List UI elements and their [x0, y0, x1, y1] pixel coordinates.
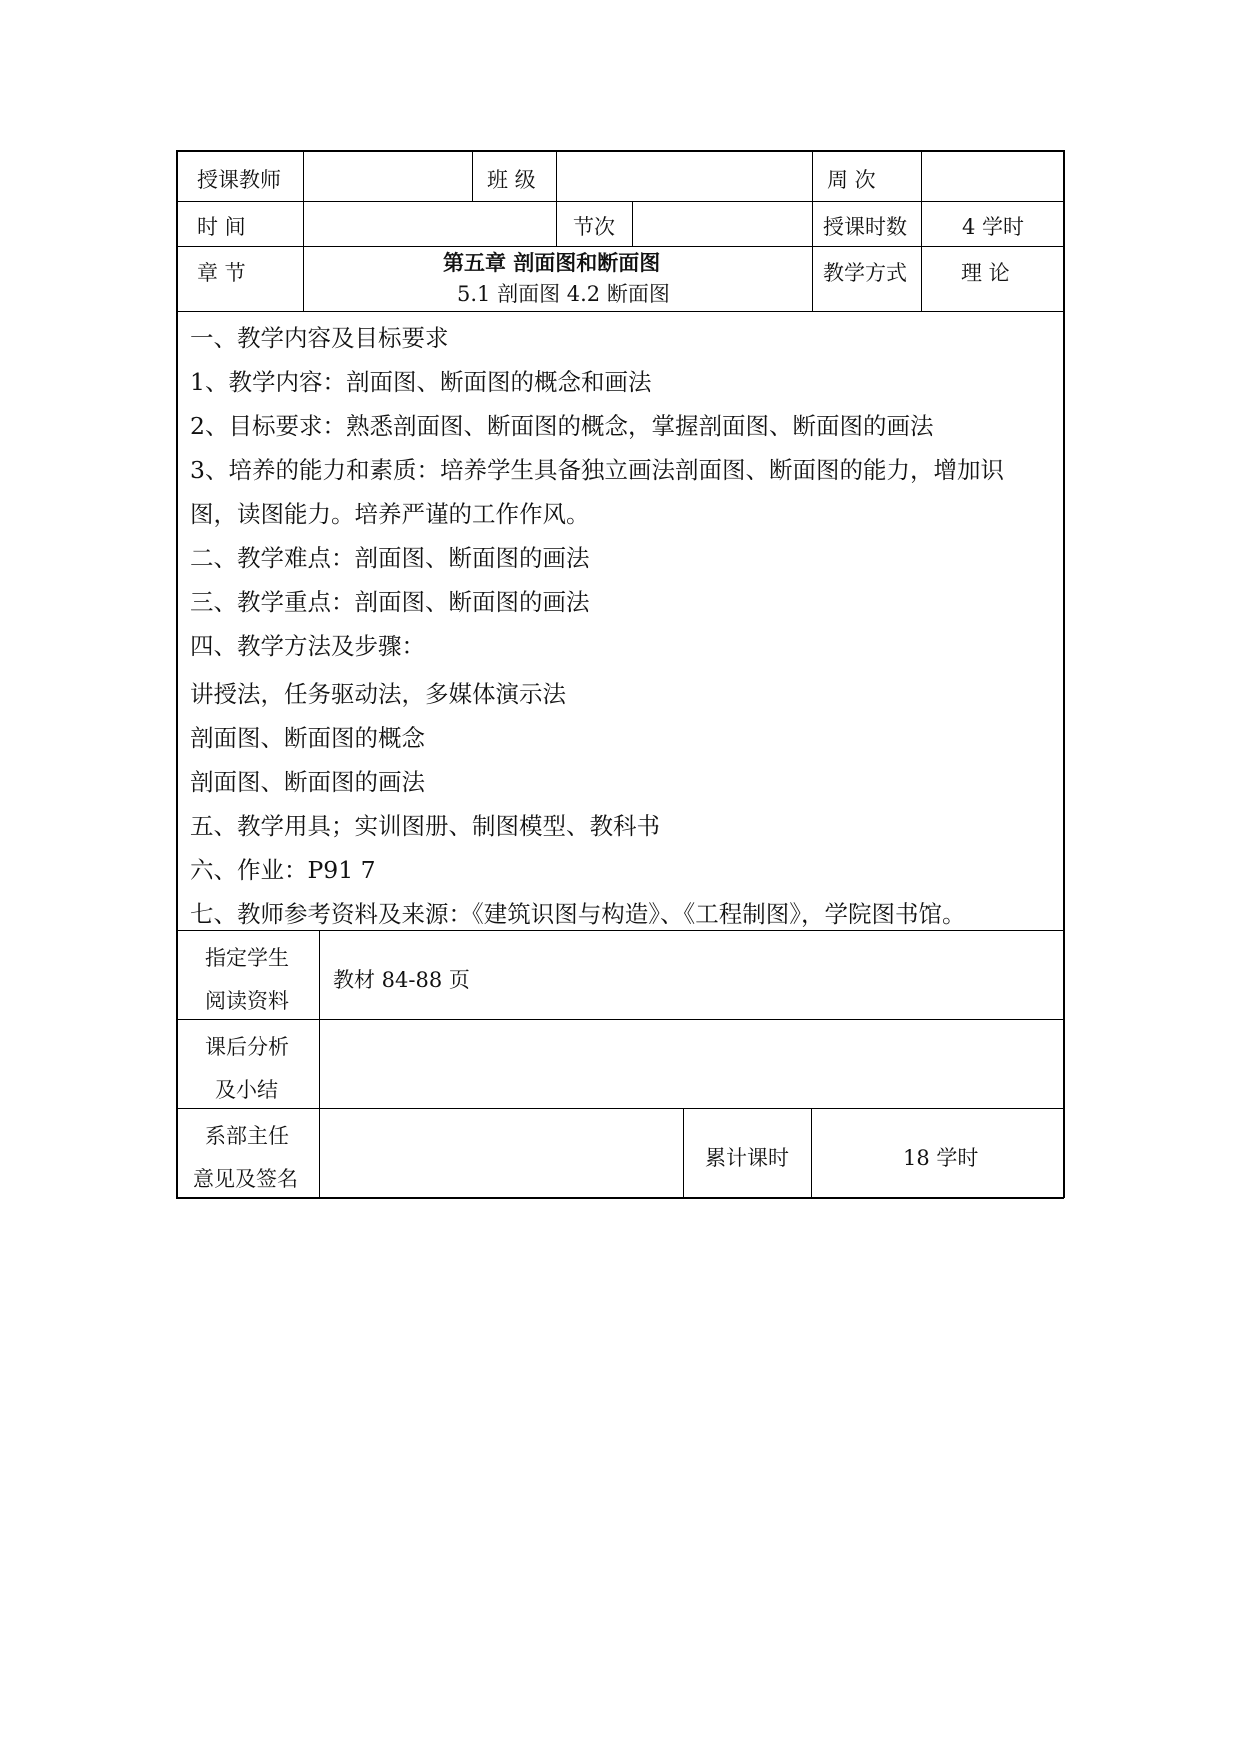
table-border-right: [1063, 150, 1065, 1198]
chapter-label: 章 节: [197, 261, 246, 285]
row-divider-6: [176, 1108, 1064, 1109]
content-line: 七、教师参考资料及来源：《建筑识图与构造》、《工程制图》，学院图书馆。: [190, 900, 966, 928]
dept-label-line2: 意见及签名: [193, 1167, 298, 1191]
row-divider-2: [176, 246, 1064, 247]
week-label: 周 次: [827, 168, 876, 192]
content-line: 讲授法，任务驱动法，多媒体演示法: [190, 680, 566, 708]
content-line: 六、作业：P91 7: [190, 856, 376, 884]
method-label: 教学方式: [823, 261, 907, 285]
content-line: 剖面图、断面图的概念: [190, 724, 425, 752]
content-line: 2、目标要求：熟悉剖面图、断面图的概念，掌握剖面图、断面图的画法: [190, 412, 934, 440]
reading-label-line1: 指定学生: [205, 946, 289, 970]
content-line: 五、教学用具；实训图册、制图模型、教科书: [190, 812, 660, 840]
col-divider: [632, 201, 633, 246]
col-divider: [303, 150, 304, 311]
teacher-label: 授课教师: [197, 168, 281, 192]
row-divider-1: [176, 201, 1064, 202]
chapter-title: 第五章 剖面图和断面图: [443, 250, 661, 275]
content-line: 二、教学难点：剖面图、断面图的画法: [190, 544, 590, 572]
dept-label-line1: 系部主任: [205, 1124, 289, 1148]
chapter-subtitle: 5.1 剖面图 4.2 断面图: [457, 282, 670, 306]
content-line: 图，读图能力。培养严谨的工作作风。: [190, 500, 590, 528]
content-line: 一、教学内容及目标要求: [190, 324, 449, 352]
reading-label-line2: 阅读资料: [205, 989, 289, 1013]
col-divider: [319, 930, 320, 1198]
col-divider: [556, 201, 557, 246]
col-divider: [683, 1108, 684, 1198]
reading-value: 教材 84-88 页: [333, 968, 470, 992]
content-line: 四、教学方法及步骤：: [190, 632, 425, 660]
period-label: 节次: [573, 215, 615, 239]
hours-value: 4 学时: [962, 215, 1025, 239]
analysis-label-line1: 课后分析: [205, 1035, 289, 1059]
class-label: 班 级: [487, 168, 536, 192]
content-line: 剖面图、断面图的画法: [190, 768, 425, 796]
content-line: 三、教学重点：剖面图、断面图的画法: [190, 588, 590, 616]
table-border-bottom: [176, 1197, 1064, 1199]
col-divider: [812, 150, 813, 311]
col-divider: [811, 1108, 812, 1198]
method-value: 理 论: [961, 261, 1010, 285]
table-border-top: [176, 150, 1064, 152]
col-divider: [556, 150, 557, 201]
col-divider: [472, 150, 473, 201]
analysis-label-line2: 及小结: [215, 1078, 278, 1102]
row-divider-4: [176, 930, 1064, 931]
total-hours-label: 累计课时: [705, 1146, 789, 1170]
row-divider-5: [176, 1019, 1064, 1020]
content-line: 1、教学内容：剖面图、断面图的概念和画法: [190, 368, 652, 396]
time-label: 时 间: [197, 215, 246, 239]
table-border-left: [176, 150, 178, 1198]
col-divider: [921, 150, 922, 311]
hours-label: 授课时数: [823, 215, 907, 239]
content-line: 3、培养的能力和素质：培养学生具备独立画法剖面图、断面图的能力，增加识: [190, 456, 1004, 484]
row-divider-3: [176, 311, 1064, 312]
total-hours-value: 18 学时: [903, 1146, 979, 1170]
